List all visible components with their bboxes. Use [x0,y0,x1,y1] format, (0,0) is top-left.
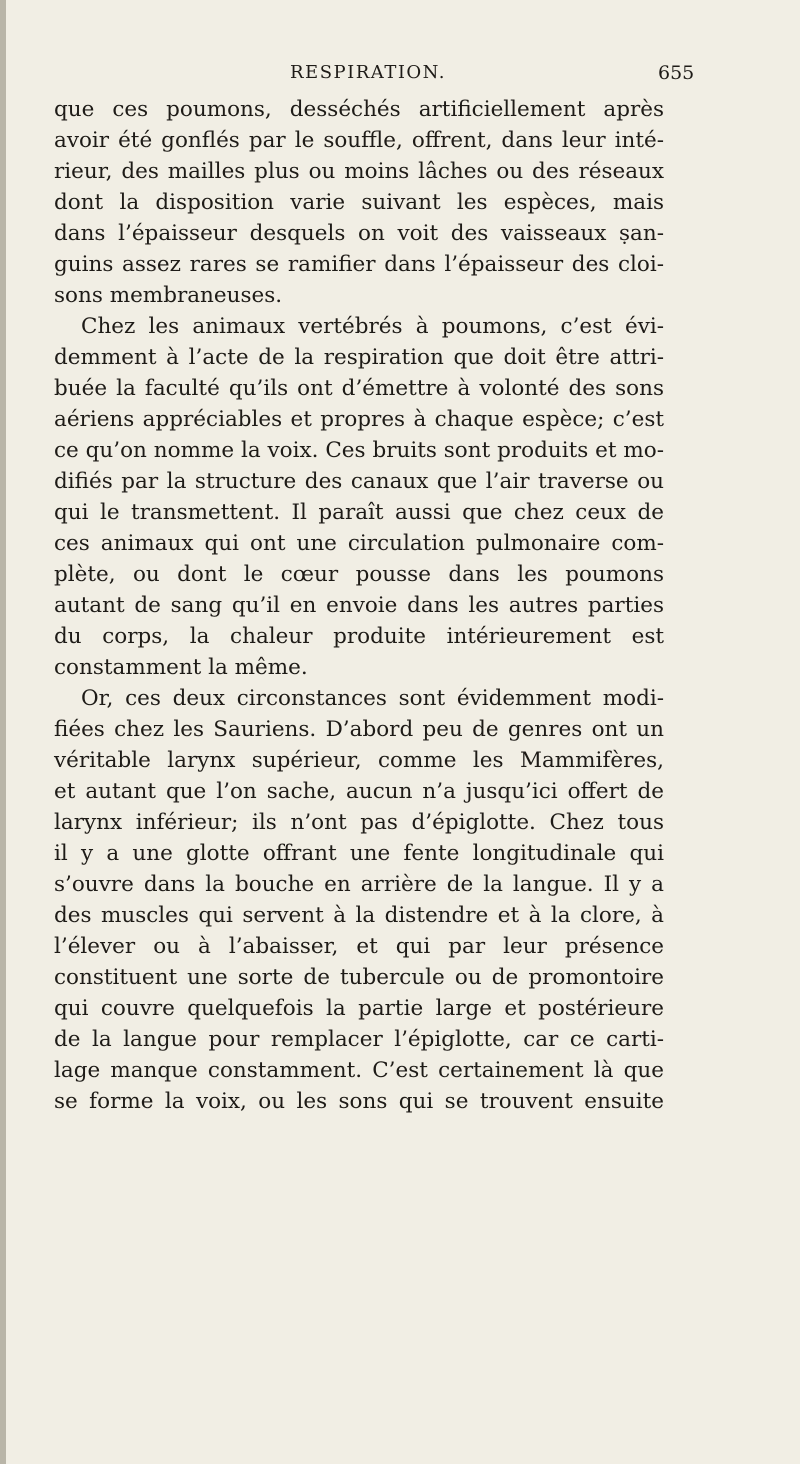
text-line: larynx inférieur; ils n’ont pas d’épiglotte. Chez tous [54,810,664,835]
text-line: Chez les animaux vertébrés à poumons, c’est évi- [81,314,664,339]
text-line: avoir été gonflés par le souffle, offrent, dans leur inté- [54,128,664,153]
text-line: et autant que l’on sache, aucun n’a jusqu’ici offert de [54,779,664,804]
text-line: du corps, la chaleur produite intérieurement est [54,624,664,649]
text-line: constituent une sorte de tubercule ou de promontoire [54,965,664,990]
text-line: difiés par la structure des canaux que l’air traverse ou [54,469,664,494]
text-line: l’élever ou à l’abaisser, et qui par leur présence [54,934,664,959]
text-line: véritable larynx supérieur, comme les Mammifères, [54,748,664,773]
text-line: dans l’épaisseur desquels on voit des vaisseaux ṣan- [54,221,664,246]
text-line: que ces poumons, desséchés artificiellement après [54,97,664,122]
text-line: se forme la voix, ou les sons qui se trouvent ensuite [54,1089,664,1114]
body-text [54,94,664,1117]
text-line: ce qu’on nomme la voix. Ces bruits sont produits et mo- [54,438,664,463]
page-header [0,62,700,92]
text-line: aériens appréciables et propres à chaque espèce; c’est [54,407,664,432]
text-line: de la langue pour remplacer l’épiglotte, car ce carti- [54,1027,664,1052]
text-line: dont la disposition varie suivant les espèces, mais [54,190,664,215]
text-line: qui le transmettent. Il paraît aussi que chez ceux de [54,500,664,525]
text-line: plète, ou dont le cœur pousse dans les poumons [54,562,664,587]
page-edge [0,0,6,1464]
text-line: qui couvre quelquefois la partie large et postérieure [54,996,664,1021]
text-line: Or, ces deux circonstances sont évidemment modi- [81,686,664,711]
text-line: sons membraneuses. [54,283,283,308]
text-line: rieur, des mailles plus ou moins lâches ou des réseaux [54,159,664,184]
page-number: 655 [658,62,695,84]
text-line: il y a une glotte offrant une fente longitudinale qui [54,841,664,866]
text-line: guins assez rares se ramifier dans l’épaisseur des cloi- [54,252,664,277]
text-line: autant de sang qu’il en envoie dans les autres parties [54,593,664,618]
text-line: constamment la même. [54,655,308,680]
text-line: buée la faculté qu’ils ont d’émettre à volonté des sons [54,376,664,401]
text-line: ces animaux qui ont une circulation pulmonaire com- [54,531,664,556]
text-line: fiées chez les Sauriens. D’abord peu de genres ont un [54,717,664,742]
text-line: s’ouvre dans la bouche en arrière de la langue. Il y a [54,872,664,897]
running-head: RESPIRATION. [290,62,447,83]
text-line: lage manque constamment. C’est certainement là que [54,1058,664,1083]
text-line: des muscles qui servent à la distendre et à la clore, à [54,903,664,928]
text-line: demment à l’acte de la respiration que doit être attri- [54,345,664,370]
